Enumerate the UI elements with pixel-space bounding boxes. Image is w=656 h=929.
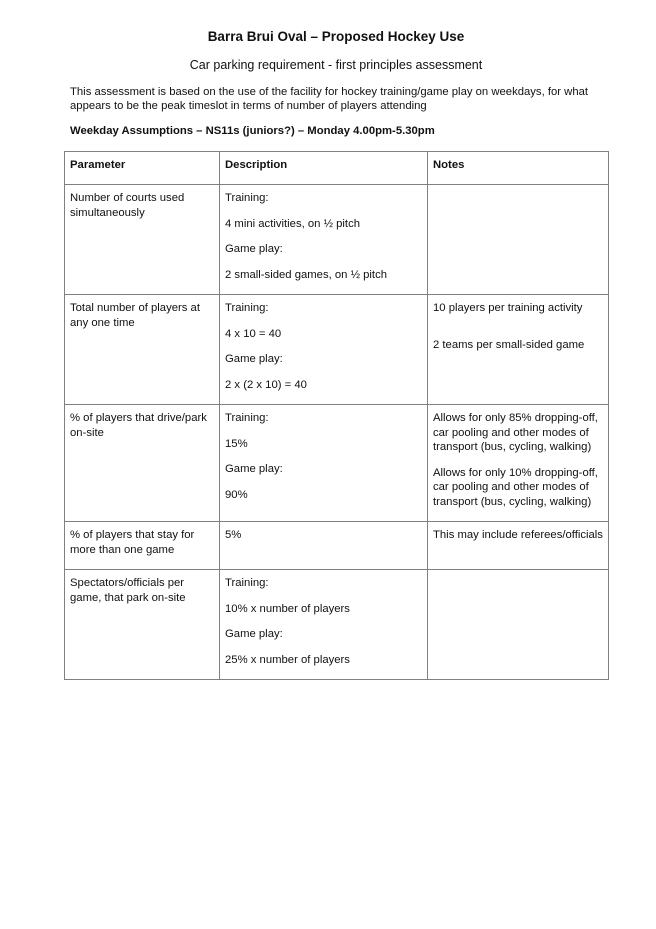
description-line: Game play: (225, 243, 283, 255)
table-row (65, 522, 609, 570)
parameter-text: Total number of players at any one time (70, 302, 200, 329)
note-line: Allows for only 10% dropping-off, car pooling and other modes of transport (bus, cycling, walking) (433, 466, 598, 508)
cell-notes (428, 405, 609, 522)
cell-parameter (65, 522, 220, 570)
cell-description (220, 570, 428, 680)
cell-parameter (65, 185, 220, 295)
table-row (65, 405, 609, 522)
description-line: 4 mini activities, on ½ pitch (225, 217, 360, 230)
description-line: 2 x (2 x 10) = 40 (225, 378, 307, 391)
intro-paragraph: This assessment is based on the use of the facility for hockey training/game play on weekdays, for what appears to be the peak timeslot in terms of number of players attending (70, 86, 589, 112)
cell-parameter (65, 405, 220, 522)
header-parameter: Parameter (65, 152, 220, 185)
parameters-table (64, 151, 609, 680)
assumptions-heading: Weekday Assumptions – NS11s (juniors?) – Monday 4.00pm-5.30pm (70, 125, 435, 137)
parameter-text: % of players that stay for more than one game (70, 529, 195, 556)
description-line: 15% (225, 437, 248, 450)
table-header-row (65, 152, 609, 185)
table-row (65, 570, 609, 680)
description-line: 2 small-sided games, on ½ pitch (225, 268, 388, 281)
note-line: 2 teams per small-sided game (433, 338, 585, 351)
table-row (65, 185, 609, 295)
cell-description (220, 405, 428, 522)
cell-parameter (65, 295, 220, 405)
description-line: Game play: (225, 628, 283, 640)
description-line: 90% (225, 488, 248, 501)
note-line: This may include referees/officials (433, 529, 603, 541)
note-line: 10 players per training activity (433, 302, 583, 314)
cell-description (220, 295, 428, 405)
note-line: Allows for only 85% dropping-off, car pooling and other modes of transport (bus, cycling, walking) (433, 412, 598, 453)
document-title: Barra Brui Oval – Proposed Hockey Use (207, 29, 465, 44)
description-line: Training: (225, 412, 269, 424)
cell-notes (428, 295, 609, 405)
description-line: Game play: (225, 353, 283, 365)
header-notes: Notes (428, 152, 609, 185)
header-description: Description (220, 152, 428, 185)
parameter-text: Spectators/officials per game, that park on-site (70, 577, 186, 604)
document-subtitle: Car parking requirement - first principles assessment (189, 58, 483, 72)
cell-description (220, 522, 428, 570)
table-row (65, 295, 609, 405)
parameter-text: % of players that drive/park on-site (70, 412, 207, 439)
cell-description (220, 185, 428, 295)
description-line: Game play: (225, 463, 283, 475)
description-line: 25% x number of players (225, 653, 350, 666)
cell-notes (428, 570, 609, 680)
description-line: 4 x 10 = 40 (225, 327, 282, 340)
cell-notes (428, 185, 609, 295)
description-line: 10% x number of players (225, 602, 350, 615)
cell-notes (428, 522, 609, 570)
description-line: 5% (225, 529, 242, 541)
parameter-text: Number of courts used simultaneously (70, 192, 185, 219)
description-line: Training: (225, 192, 269, 204)
cell-parameter (65, 570, 220, 680)
description-line: Training: (225, 577, 269, 589)
description-line: Training: (225, 302, 269, 314)
